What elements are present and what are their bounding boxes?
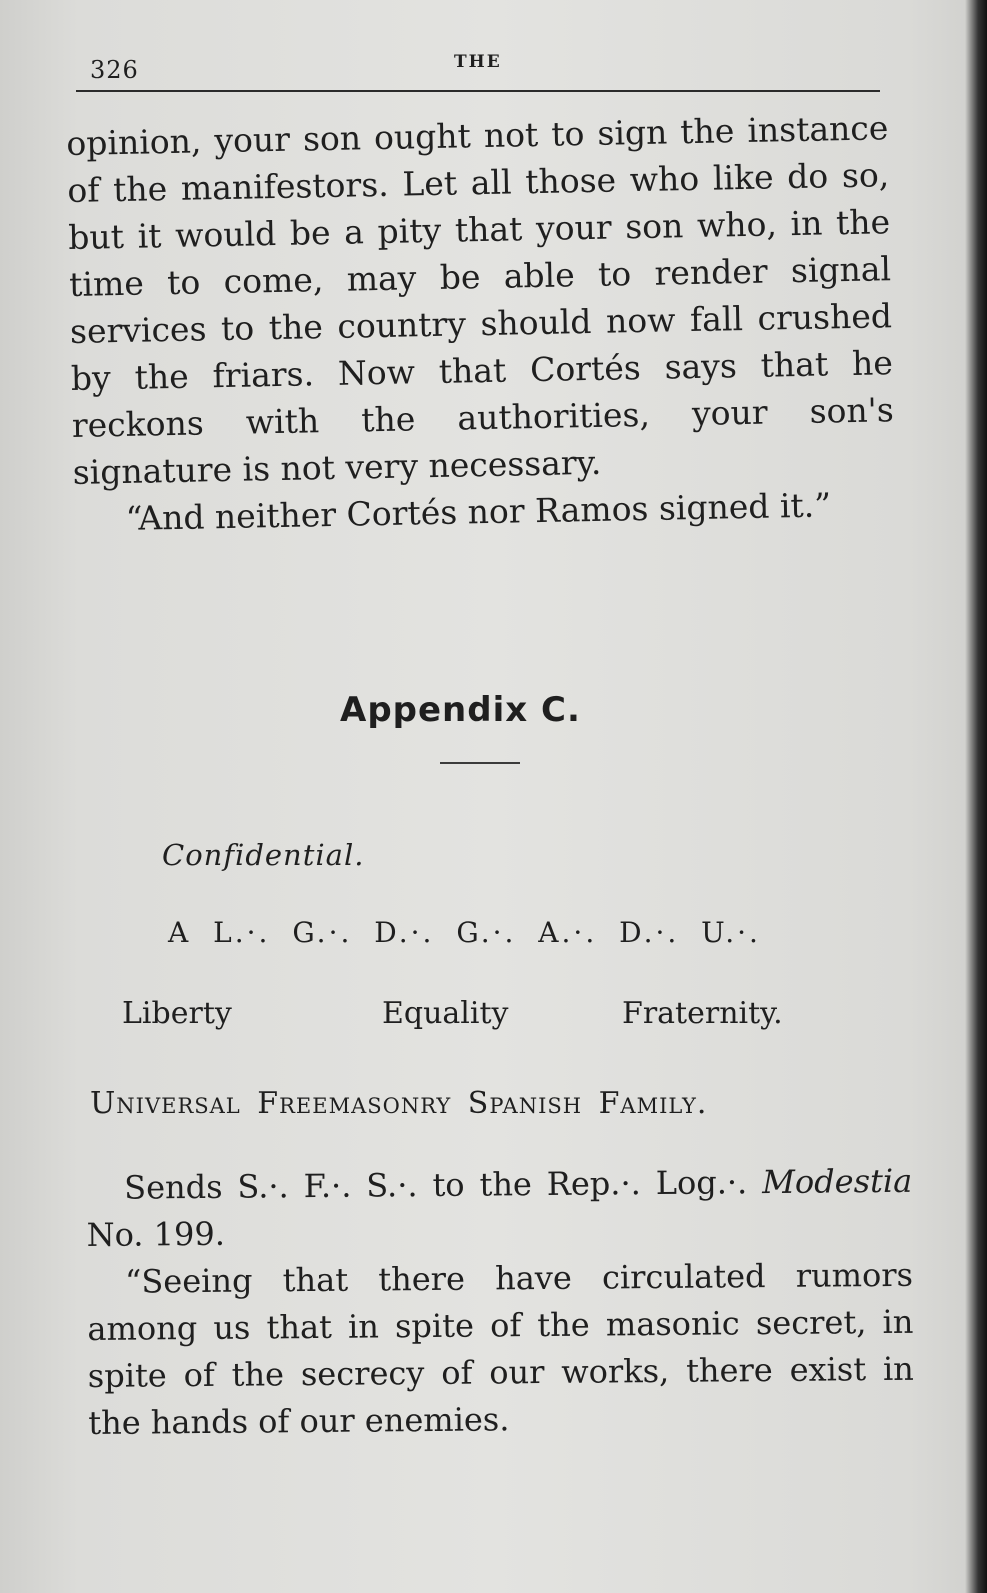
motto: [122, 996, 822, 1036]
running-head: [76, 48, 880, 94]
lodge-name: Modestia: [761, 1161, 913, 1202]
confidential-label: Confidential.: [162, 838, 365, 872]
appendix-title: Appendix C.: [340, 690, 581, 730]
letter-body: [86, 1158, 914, 1447]
appendix-rule: [440, 762, 520, 764]
header-rule: [76, 90, 880, 92]
motto-liberty: Liberty: [122, 996, 232, 1031]
page-number: 326: [90, 56, 139, 84]
motto-fraternity: Fraternity.: [622, 996, 783, 1031]
letter-paragraph: “Seeing that there have circulated rumors among us that in spite of the masonic secret, in spite of the secrecy of our works, there exist in the hands of our enemies.: [87, 1255, 914, 1442]
page-edge-shadow: [965, 0, 987, 1593]
closing-quote: “And neither Cortés nor Ramos signed it.”: [125, 485, 832, 538]
masonic-abbreviation: A L.·. G.·. D.·. G.·. A.·. D.·. U.·.: [168, 916, 761, 949]
body-paragraph: opinion, your son ought not to sign the instance of the manifestors. Let all those who like do so, but it would be a pity that your son who, in the time to come, may be able to render signal services to the country should now fall crushed by the friars. Now that Cortés says that he reckons with the authorities, your son's signature is not very necessary.: [66, 108, 895, 492]
running-title: THE: [454, 52, 502, 72]
body-text: [66, 104, 896, 543]
sends-line: [86, 1158, 913, 1259]
family-heading: Universal Freemasonry Spanish Family.: [90, 1086, 708, 1121]
sends-text: Sends S.·. F.·. S.·. to the Rep.·. Log.·.: [124, 1163, 748, 1207]
lodge-number: No. 199.: [86, 1214, 226, 1254]
motto-equality: Equality: [382, 996, 509, 1031]
